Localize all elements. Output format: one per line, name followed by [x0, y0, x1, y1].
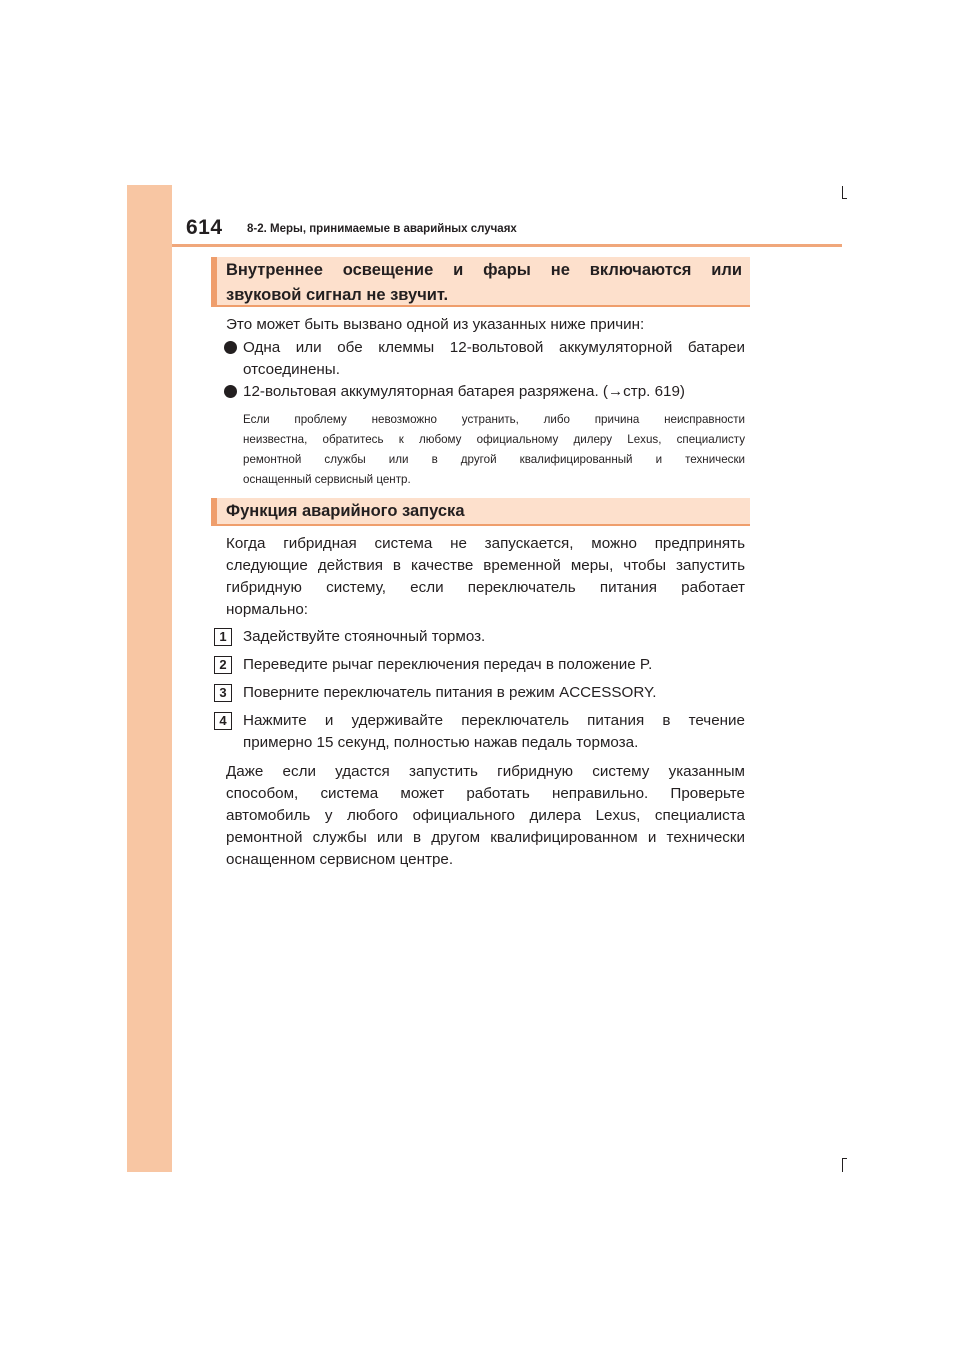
section2-intro [226, 533, 745, 621]
side-color-band [127, 185, 172, 1172]
header-rule [172, 244, 842, 247]
step-number-badge: 2 [214, 656, 232, 674]
step-number-badge: 3 [214, 684, 232, 702]
page-number: 614 [186, 216, 223, 239]
crop-mark-top-tick [842, 198, 847, 199]
bullet-text-line1: 12-вольтовая аккумуляторная батарея разряжена. (→стр. 619) [243, 383, 685, 400]
bullet-item [224, 381, 745, 403]
note-line: ремонтной службы или в другой квалифицированный и технически [243, 453, 745, 466]
outro-line: способом, система может работать неправильно. Проверьте [226, 785, 745, 802]
step-text: Переведите рычаг переключения передач в положение P. [243, 656, 653, 673]
crop-mark-bottom-tick [842, 1158, 847, 1159]
bullet-dot-icon [224, 341, 237, 354]
step-text: Поверните переключатель питания в режим ACCESSORY. [243, 684, 657, 701]
step-item [214, 682, 745, 704]
outro-line: автомобиль у любого официального дилера Lexus, специалиста [226, 807, 745, 824]
step-number-badge: 1 [214, 628, 232, 646]
note-line: оснащенный сервисный центр. [243, 473, 411, 486]
step-text: Задействуйте стояночный тормоз. [243, 628, 486, 645]
intro-line: Когда гибридная система не запускается, можно предпринять [226, 535, 745, 552]
step-text-line1: Нажмите и удерживайте переключатель питания в течение [243, 712, 745, 729]
intro-line: нормально: [226, 601, 308, 618]
intro-line: гибридную систему, если переключатель питания работает [226, 579, 745, 596]
section1-note [243, 410, 745, 490]
section2-outro [226, 761, 745, 871]
section1-intro: Это может быть вызвано одной из указанных ниже причин: [226, 316, 645, 333]
section-heading-lights-horn [211, 257, 750, 307]
running-title: 8-2. Меры, принимаемые в аварийных случаях [247, 223, 517, 235]
bullet-text-line2: отсоединены. [243, 361, 340, 378]
note-line: Если проблему невозможно устранить, либо причина неисправности [243, 413, 745, 426]
bullet-text-line1: Одна или обе клеммы 12-вольтовой аккумуляторной батареи [243, 339, 745, 356]
bullet-item [224, 337, 745, 381]
outro-line: Даже если удастся запустить гибридную систему указанным [226, 763, 745, 780]
bullet-dot-icon [224, 385, 237, 398]
section-heading-emergency-start: Функция аварийного запуска [211, 498, 750, 526]
step-item [214, 654, 745, 676]
note-line: неизвестна, обратитесь к любому официальному дилеру Lexus, специалисту [243, 433, 745, 446]
outro-line: ремонтной службы или в другом квалифицированном и технически [226, 829, 745, 846]
section-heading-line2: звуковой сигнал не звучит. [226, 286, 449, 304]
step-item [214, 710, 745, 754]
step-item [214, 626, 745, 648]
step-text-line2: примерно 15 секунд, полностью нажав педаль тормоза. [243, 734, 639, 751]
outro-line: оснащенном сервисном центре. [226, 851, 454, 868]
intro-line: следующие действия в качестве временной меры, чтобы запустить [226, 557, 745, 574]
step-number-badge: 4 [214, 712, 232, 730]
section-heading-line1: Внутреннее освещение и фары не включаются или [226, 261, 742, 279]
crop-mark-bottom [842, 1158, 843, 1172]
